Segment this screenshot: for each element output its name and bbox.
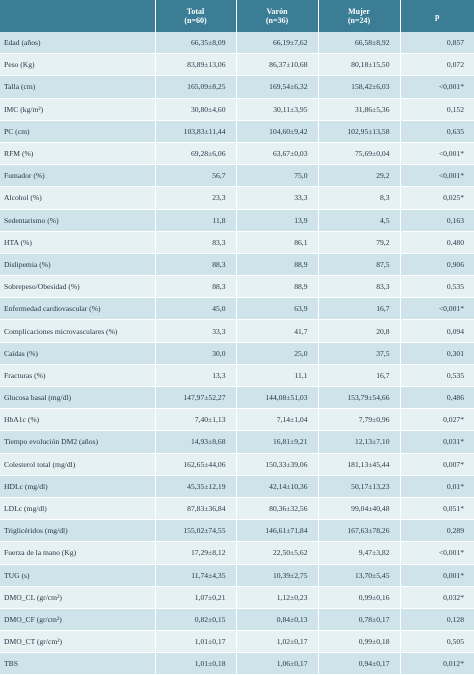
row-total: 14,93±8,68	[155, 431, 236, 453]
header-row	[0, 0, 474, 32]
row-varon: 11,1	[236, 364, 318, 386]
header-mujer-label: Mujer	[319, 7, 400, 16]
row-mujer: 66,58±8,92	[318, 32, 400, 54]
row-varon: 41,7	[236, 320, 318, 342]
row-p-value: <0,001*	[400, 542, 474, 564]
row-variable: Alcohol (%)	[0, 187, 155, 209]
row-total: 23,3	[155, 187, 236, 209]
row-total: 1,07±0,21	[155, 586, 236, 608]
table-row	[0, 364, 474, 386]
row-p-value: 0,007*	[400, 453, 474, 475]
row-variable: Enfermedad cardiovascular (%)	[0, 298, 155, 320]
row-total: 103,83±11,44	[155, 120, 236, 142]
row-variable: Fuerza de la mano (Kg)	[0, 542, 155, 564]
header-varon-n: (n=36)	[237, 16, 318, 25]
row-mujer: 9,47±3,82	[318, 542, 400, 564]
table-row	[0, 187, 474, 209]
row-varon: 33,3	[236, 187, 318, 209]
row-total: 45,0	[155, 298, 236, 320]
row-total: 45,35±12,19	[155, 475, 236, 497]
row-mujer: 83,3	[318, 276, 400, 298]
row-varon: 1,06±0,17	[236, 653, 318, 675]
row-p-value: 0,635	[400, 120, 474, 142]
row-mujer: 4,5	[318, 209, 400, 231]
row-total: 30,0	[155, 342, 236, 364]
table-row	[0, 54, 474, 76]
row-varon: 10,39±2,75	[236, 564, 318, 586]
row-p-value: 0,480	[400, 231, 474, 253]
row-varon: 80,36±32,56	[236, 497, 318, 519]
row-variable: DMO_CF (gr/cm²)	[0, 608, 155, 630]
row-total: 11,8	[155, 209, 236, 231]
row-variable: RFM (%)	[0, 142, 155, 164]
table-row	[0, 142, 474, 164]
table-row	[0, 76, 474, 98]
table-row	[0, 608, 474, 630]
row-p-value: 0,072	[400, 54, 474, 76]
table-row	[0, 276, 474, 298]
row-varon: 104,60±9,42	[236, 120, 318, 142]
table-row	[0, 32, 474, 54]
row-mujer: 12,13±7,10	[318, 431, 400, 453]
row-variable: TUG (s)	[0, 564, 155, 586]
table-body	[0, 32, 474, 675]
row-mujer: 16,7	[318, 364, 400, 386]
row-mujer: 79,2	[318, 231, 400, 253]
row-mujer: 29,2	[318, 165, 400, 187]
table-row	[0, 342, 474, 364]
table-row	[0, 564, 474, 586]
row-variable: HTA (%)	[0, 231, 155, 253]
row-varon: 25,0	[236, 342, 318, 364]
row-p-value: 0,857	[400, 32, 474, 54]
row-variable: DMO_CL (gr/cm²)	[0, 586, 155, 608]
row-variable: Edad (años)	[0, 32, 155, 54]
row-mujer: 153,79±54,66	[318, 387, 400, 409]
table-row	[0, 165, 474, 187]
row-total: 11,74±4,35	[155, 564, 236, 586]
row-total: 88,3	[155, 276, 236, 298]
header-varon-label: Varón	[237, 7, 318, 16]
header-mujer	[318, 0, 400, 32]
row-total: 83,3	[155, 231, 236, 253]
row-total: 83,89±13,06	[155, 54, 236, 76]
table-row	[0, 542, 474, 564]
row-varon: 86,1	[236, 231, 318, 253]
row-variable: DMO_CT (gr/cm²)	[0, 631, 155, 653]
row-mujer: 13,70±5,45	[318, 564, 400, 586]
row-variable: Complicaciones microvasculares (%)	[0, 320, 155, 342]
row-variable: Peso (Kg)	[0, 54, 155, 76]
row-p-value: <0,001*	[400, 165, 474, 187]
table-row	[0, 520, 474, 542]
row-total: 87,83±36,84	[155, 497, 236, 519]
row-mujer: 87,5	[318, 253, 400, 275]
row-varon: 169,54±6,32	[236, 76, 318, 98]
row-varon: 22,50±5,62	[236, 542, 318, 564]
row-p-value: <0,001*	[400, 142, 474, 164]
row-total: 17,29±8,12	[155, 542, 236, 564]
table-row	[0, 631, 474, 653]
row-mujer: 37,5	[318, 342, 400, 364]
row-mujer: 0,78±0,17	[318, 608, 400, 630]
row-mujer: 181,13±45,44	[318, 453, 400, 475]
row-p-value: 0,152	[400, 98, 474, 120]
row-varon: 150,33±39,06	[236, 453, 318, 475]
row-p-value: 0,128	[400, 608, 474, 630]
row-total: 147,97±52,27	[155, 387, 236, 409]
row-total: 7,40±1,13	[155, 409, 236, 431]
row-variable: PC (cm)	[0, 120, 155, 142]
row-p-value: 0,094	[400, 320, 474, 342]
row-variable: Talla (cm)	[0, 76, 155, 98]
row-p-value: 0,906	[400, 253, 474, 275]
table-row	[0, 209, 474, 231]
row-mujer: 31,86±5,36	[318, 98, 400, 120]
table-row	[0, 453, 474, 475]
table-row	[0, 431, 474, 453]
row-variable: Sedentarismo (%)	[0, 209, 155, 231]
row-varon: 42,14±10,36	[236, 475, 318, 497]
row-mujer: 8,3	[318, 187, 400, 209]
table-row	[0, 98, 474, 120]
row-variable: Fumador (%)	[0, 165, 155, 187]
row-variable: TBS	[0, 653, 155, 675]
row-variable: IMC (kg/m²)	[0, 98, 155, 120]
row-total: 33,3	[155, 320, 236, 342]
row-varon: 88,9	[236, 253, 318, 275]
row-varon: 144,08±51,03	[236, 387, 318, 409]
row-varon: 7,14±1,04	[236, 409, 318, 431]
row-mujer: 7,79±0,96	[318, 409, 400, 431]
row-p-value: 0,535	[400, 276, 474, 298]
row-varon: 88,9	[236, 276, 318, 298]
row-varon: 16,81±9,21	[236, 431, 318, 453]
table-row	[0, 409, 474, 431]
row-p-value: 0,301	[400, 342, 474, 364]
row-p-value: 0,486	[400, 387, 474, 409]
row-variable: HDLc (mg/dl)	[0, 475, 155, 497]
row-mujer: 167,63±78,26	[318, 520, 400, 542]
row-p-value: 0,505	[400, 631, 474, 653]
row-mujer: 99,04±40,48	[318, 497, 400, 519]
row-variable: Sobrepeso/Obesidad (%)	[0, 276, 155, 298]
row-p-value: <0,001*	[400, 298, 474, 320]
row-varon: 13,9	[236, 209, 318, 231]
table-row	[0, 586, 474, 608]
row-total: 56,7	[155, 165, 236, 187]
row-mujer: 75,69±0,04	[318, 142, 400, 164]
table-row	[0, 120, 474, 142]
row-variable: Colesterol total (mg/dl)	[0, 453, 155, 475]
row-p-value: 0,289	[400, 520, 474, 542]
row-p-value: 0,535	[400, 364, 474, 386]
header-total-n: (n=60)	[156, 16, 236, 25]
row-mujer: 50,17±13,23	[318, 475, 400, 497]
row-total: 1,01±0,17	[155, 631, 236, 653]
row-total: 69,28±6,06	[155, 142, 236, 164]
row-varon: 30,11±3,95	[236, 98, 318, 120]
table-row	[0, 298, 474, 320]
row-varon: 0,84±0,13	[236, 608, 318, 630]
header-total-label: Total	[156, 7, 236, 16]
row-p-value: 0,031*	[400, 431, 474, 453]
row-varon: 1,02±0,17	[236, 631, 318, 653]
row-variable: Glucosa basal (mg/dl)	[0, 387, 155, 409]
row-p-value: 0,01*	[400, 475, 474, 497]
row-total: 155,02±74,55	[155, 520, 236, 542]
table-row	[0, 253, 474, 275]
header-varon	[236, 0, 318, 32]
row-p-value: 0,032*	[400, 586, 474, 608]
row-total: 1,01±0,18	[155, 653, 236, 675]
table-row	[0, 231, 474, 253]
row-p-value: 0,163	[400, 209, 474, 231]
table-row	[0, 475, 474, 497]
row-p-value: <0,001*	[400, 76, 474, 98]
table-row	[0, 387, 474, 409]
header-mujer-n: (n=24)	[319, 16, 400, 25]
row-mujer: 20,8	[318, 320, 400, 342]
row-varon: 66,19±7,62	[236, 32, 318, 54]
header-p-label: p	[401, 12, 474, 21]
row-p-value: 0,012*	[400, 653, 474, 675]
row-variable: Triglicéridos (mg/dl)	[0, 520, 155, 542]
row-total: 165,09±8,25	[155, 76, 236, 98]
row-mujer: 16,7	[318, 298, 400, 320]
row-total: 66,35±8,09	[155, 32, 236, 54]
row-mujer: 0,99±0,16	[318, 586, 400, 608]
row-varon: 146,61±71,84	[236, 520, 318, 542]
row-total: 162,65±44,06	[155, 453, 236, 475]
row-varon: 63,9	[236, 298, 318, 320]
row-mujer: 0,94±0,17	[318, 653, 400, 675]
row-mujer: 102,95±13,58	[318, 120, 400, 142]
row-mujer: 80,18±15,50	[318, 54, 400, 76]
row-total: 0,82±0,15	[155, 608, 236, 630]
row-p-value: 0,001*	[400, 564, 474, 586]
row-variable: Dislipemia (%)	[0, 253, 155, 275]
row-varon: 1,12±0,23	[236, 586, 318, 608]
row-varon: 63,67±0,03	[236, 142, 318, 164]
row-varon: 75,0	[236, 165, 318, 187]
row-p-value: 0,027*	[400, 409, 474, 431]
header-p	[400, 0, 474, 32]
table-row	[0, 653, 474, 675]
row-variable: LDLc (mg/dl)	[0, 497, 155, 519]
header-total	[155, 0, 236, 32]
row-total: 30,80±4,60	[155, 98, 236, 120]
row-mujer: 158,42±6,03	[318, 76, 400, 98]
table-header	[0, 0, 474, 32]
row-total: 13,3	[155, 364, 236, 386]
row-variable: HbA1c (%)	[0, 409, 155, 431]
row-variable: Caídas (%)	[0, 342, 155, 364]
table-row	[0, 497, 474, 519]
row-p-value: 0,051*	[400, 497, 474, 519]
row-total: 88,3	[155, 253, 236, 275]
header-variable	[0, 0, 155, 32]
table-row	[0, 320, 474, 342]
row-variable: Fracturas (%)	[0, 364, 155, 386]
row-varon: 86,37±10,68	[236, 54, 318, 76]
row-variable: Tiempo evolución DM2 (años)	[0, 431, 155, 453]
row-p-value: 0,025*	[400, 187, 474, 209]
row-mujer: 0,99±0,18	[318, 631, 400, 653]
